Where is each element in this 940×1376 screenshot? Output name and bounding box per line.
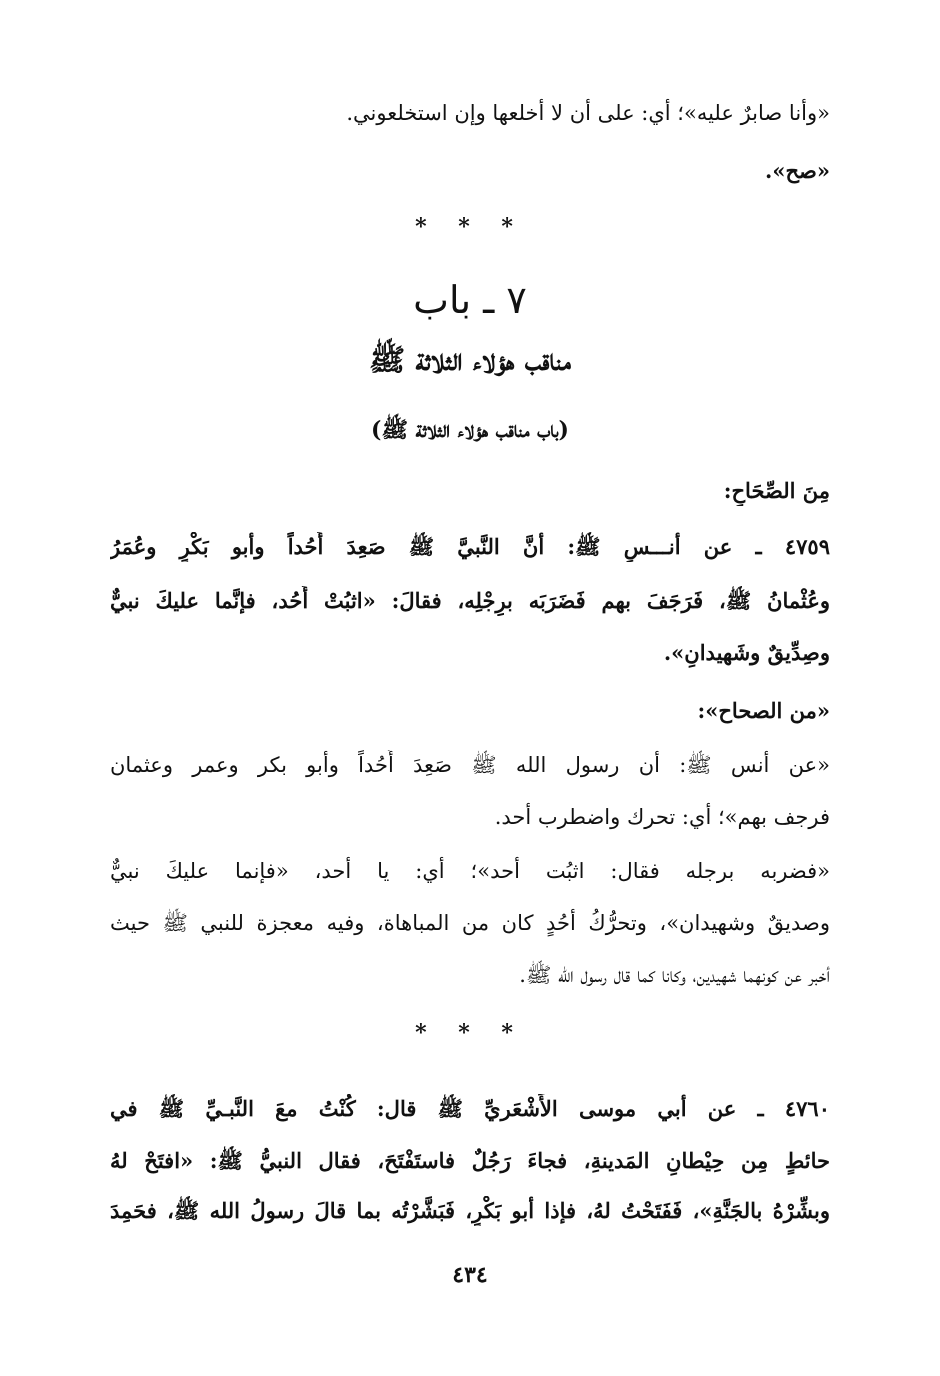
section-heading: مناقب هؤلاء الثلاثة ﷺ (368, 343, 572, 378)
text-line-14: حائطٍ مِن حِيْطانِ المَدينةِ، فجاءَ رَجُلٌ فاستَفْتَحَ، فقال النبيُّ ﷺ: «افتَحْ لهُ (110, 1148, 830, 1173)
section-separator-1: * * * (415, 214, 525, 240)
text-line-12: أخبر عن كونهما شهيدين، وكانا كما قال رسول الله ﷺ. (519, 963, 830, 987)
text-line-3: مِنَ الصِّحَاحِ: (723, 478, 830, 503)
text-line-2: «صح». (765, 158, 830, 183)
text-line-15: وبشِّرْهُ بالجَنَّةِ»، فَفَتَحْتُ لهُ، فإذا أبو بَكْرٍ، فَبَشَّرْتُه بما قالَ رسولُ الله ﷺ، فحَمِدَ (110, 1198, 830, 1223)
text-line-10: «فضربه برجله فقال: اثبُت أحد»؛ أي: يا أحد، «فإنما عليكَ نبيٌّ (110, 859, 830, 883)
section-separator-2: * * * (415, 1020, 525, 1046)
chapter-title: ٧ ـ باب (413, 278, 527, 322)
text-line-11: وصديقٌ وشهيدان»، وتحرُّكُ أحُدٍ كان من المباهاة، وفيه معجزة للنبي ﷺ حيث (110, 911, 830, 935)
text-line-8: «عن أنس ﷺ: أن رسول الله ﷺ صَعِدَ أُحُداً وأبو بكر وعمر وعثمان (110, 753, 830, 777)
text-line-5: وعُثْمانُ ﷺ، فَرَجَفَ بهم فَضَرَبَه برِجْلِه، فقالَ: «اثبُتْ أُحُد، فإنَّما عليكَ نبيٌّ (110, 588, 830, 613)
text-line-9: فرجف بهم»؛ أي: تحرك واضطرب أحد. (494, 805, 830, 829)
text-line-6: وصِدِّيقٌ وشَهيدانِ». (663, 640, 830, 665)
text-line-13: ٤٧٦٠ ـ عن أبي موسى الأَشْعَريِّ ﷺ قال: كُنْتُ معَ النَّبـيِّ ﷺ في (110, 1096, 830, 1121)
text-line-7: «من الصحاح»: (697, 698, 830, 723)
section-subheading: (باب مناقب هؤلاء الثلاثة ﷺ) (371, 417, 569, 443)
text-line-4: ٤٧٥٩ ـ عن أنـــسٍ ﷺ: أنَّ النَّبيَّ ﷺ صَعِدَ أُحُداً وأبو بَكْرٍ وعُمَرُ (110, 534, 830, 559)
text-line-1: «وأنا صابرٌ عليه»؛ أي: على أن لا أخلعها وإن استخلعوني. (346, 101, 830, 125)
page-number: ٤٣٤ (452, 1262, 488, 1288)
